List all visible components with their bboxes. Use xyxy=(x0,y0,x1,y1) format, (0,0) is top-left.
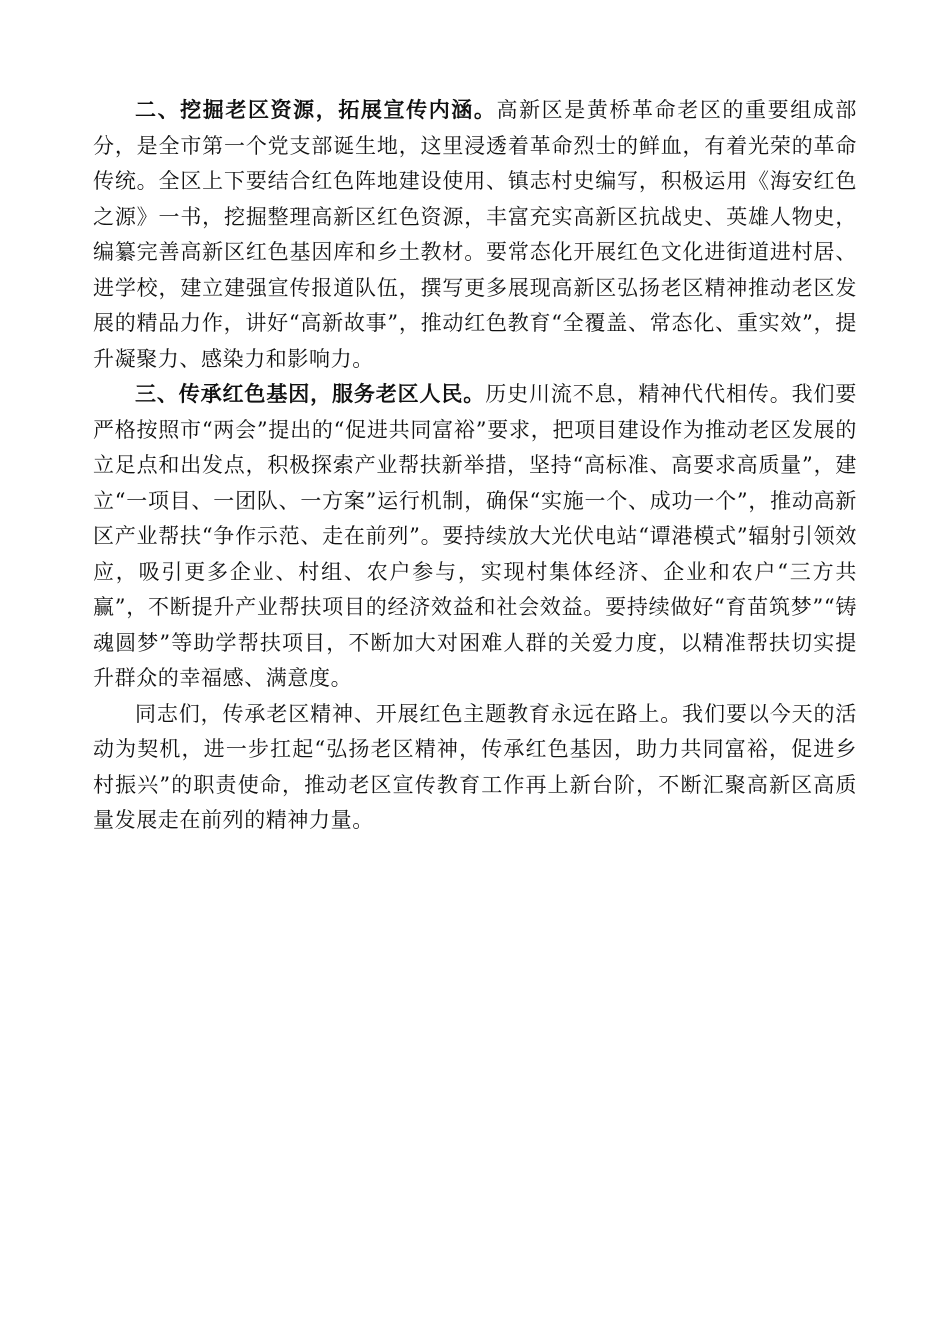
paragraph-heading: 三、传承红色基因，服务老区人民。 xyxy=(135,382,486,406)
paragraph-heading: 二、挖掘老区资源，拓展宣传内涵。 xyxy=(135,98,497,122)
document-body xyxy=(93,93,857,839)
paragraph-text: 同志们，传承老区精神、开展红色主题教育永远在路上。我们要以今天的活动为契机，进一步扛起“弘扬老区精神，传承红色基因，助力共同富裕，促进乡村振兴”的职责使命，推动老区宣传教育工作再上新台阶，不断汇聚高新区高质量发展走在前列的精神力量。 xyxy=(93,701,857,832)
paragraph-resources xyxy=(93,93,857,377)
paragraph-closing xyxy=(93,697,857,839)
paragraph-text: 高新区是黄桥革命老区的重要组成部分，是全市第一个党支部诞生地，这里浸透着革命烈士的鲜血，有着光荣的革命传统。全区上下要结合红色阵地建设使用、镇志村史编写，积极运用《海安红色之源》一书，挖掘整理高新区红色资源，丰富充实高新区抗战史、英雄人物史，编纂完善高新区红色基因库和乡土教材。要常态化开展红色文化进街道进村居、进学校，建立建强宣传报道队伍，撰写更多展现高新区弘扬老区精神推动老区发展的精品力作，讲好“高新故事”，推动红色教育“全覆盖、常态化、重实效”，提升凝聚力、感染力和影响力。 xyxy=(93,98,857,371)
paragraph-heritage xyxy=(93,377,857,697)
paragraph-text: 历史川流不息，精神代代相传。我们要严格按照市“两会”提出的“促进共同富裕”要求，把项目建设作为推动老区发展的立足点和出发点，积极探索产业帮扶新举措，坚持“高标准、高要求高质量”，建立“一项目、一团队、一方案”运行机制，确保“实施一个、成功一个”，推动高新区产业帮扶“争作示范、走在前列”。要持续放大光伏电站“谭港模式”辐射引领效应，吸引更多企业、村组、农户参与，实现村集体经济、企业和农户“三方共赢”，不断提升产业帮扶项目的经济效益和社会效益。要持续做好“育苗筑梦”“铸魂圆梦”等助学帮扶项目，不断加大对困难人群的关爱力度，以精准帮扶切实提升群众的幸福感、满意度。 xyxy=(93,382,857,690)
